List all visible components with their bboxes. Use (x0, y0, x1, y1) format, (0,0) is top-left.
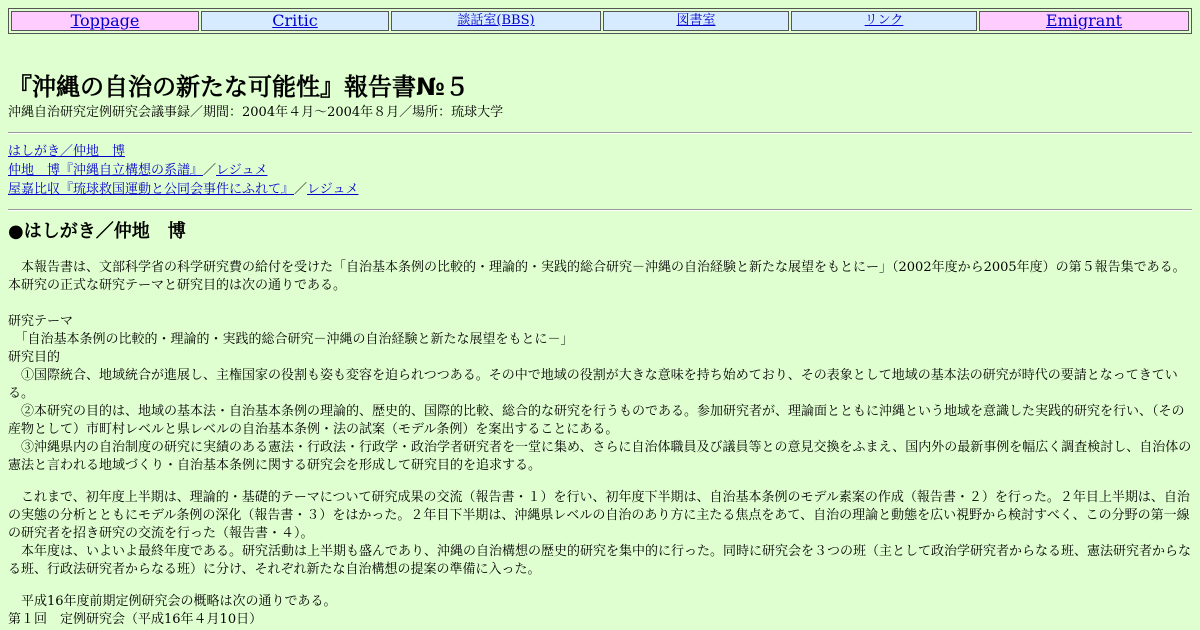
toc-row-3 (8, 180, 1192, 199)
section-heading: ●はしがき／仲地 博 (8, 221, 186, 242)
toc-link-yakabi-resume[interactable]: レジュメ (307, 182, 359, 197)
purpose-item-3: ③沖縄県内の自治制度の研究に実績のある憲法・行政法・行政学・政治学者研究者を一堂に集め、さらに自治体職員及び議員等との意見交換をふまえ、国内外の最新事例を幅広く調査検討し、自治体の憲法と言われる地域づくり・自治基本条例に関する研究会を形成して研究目的を追求する。 (8, 440, 1192, 473)
toc-row-1 (8, 142, 1192, 161)
nav-cell-toppage (11, 11, 199, 31)
theme-text: 「自治基本条例の比較的・理論的・実践的総合研究－沖縄の自治経験と新たな展望をもとに－」 (8, 332, 574, 347)
nav-cell-emigrant (979, 11, 1189, 31)
top-nav (8, 8, 1192, 34)
nav-link-library[interactable]: 図書室 (676, 13, 716, 28)
nav-cell-links (791, 11, 977, 31)
nav-cell-critic (201, 11, 389, 31)
purpose-item-2: ②本研究の目的は、地域の基本法・自治基本条例の理論的、歴史的、国際的比較、総合的な研究を行うものである。参加研究者が、理論面とともに沖縄という地域を意識した実践的研究を行い、（その産物として）市町村レベルと県レベルの自治基本条例・法の試案（モデル条例）を案出することにある。 (8, 404, 1185, 437)
history-paragraph: これまで、初年度上半期は、理論的・基礎的テーマについて研究成果の交流（報告書・１）を行い、初年度下半期は、自治基本条例のモデル素案の作成（報告書・２）を行った。２年目上半期は、自治の実態の分析とともにモデル条例の深化（報告書・３）をはかった。２年目下半期は、沖縄県レベルの自治のあり方に主たる焦点をあて、自治の理論と動態を広い視野から検討すべく、この分野の第一線の研究者を招き研究の交流を行った（報告書・４）。 (8, 490, 1190, 541)
nav-cell-library (603, 11, 789, 31)
nav-link-toppage[interactable]: Toppage (70, 11, 140, 30)
current-year-paragraph: 本年度は、いよいよ最終年度である。研究活動は上半期も盛んであり、沖縄の自治構想の歴史的研究を集中的に行った。同時に研究会を３つの班（主として政治学研究者からなる班、憲法研究者からなる班、行政法研究者からなる班）に分け、それぞれ新たな自治構想の提案の準備に入った。 (8, 544, 1192, 577)
divider-top (8, 132, 1192, 134)
page-subtitle: 沖縄自治研究定例研究会議事録／期間：2004年４月～2004年８月／場所：琉球大学 (8, 105, 504, 120)
toc-link-yakabi[interactable]: 屋嘉比収『琉球救国運動と公同会事件にふれて』 (8, 182, 295, 197)
divider-bottom (8, 209, 1192, 211)
table-of-contents (8, 142, 1192, 199)
toc-link-preface[interactable]: はしがき／仲地 博 (8, 144, 126, 159)
purpose-label: 研究目的 (8, 350, 61, 365)
nav-cell-bbs (391, 11, 601, 31)
nav-link-critic[interactable]: Critic (272, 11, 318, 30)
nav-link-emigrant[interactable]: Emigrant (1045, 11, 1123, 30)
purpose-item-1: ①国際統合、地域統合が進展し、主権国家の役割も姿も変容を迫られつつある。その中で地域の役割が大きな意味を持ち始めており、その表象として地域の基本法の研究が時代の要請となってきている。 (8, 368, 1178, 401)
toc-separator: ／ (294, 182, 308, 197)
meeting-1-heading: 第１回 定例研究会（平成16年４月10日） (8, 612, 263, 627)
toc-link-nakachi[interactable]: 仲地 博『沖縄自立構想の系譜』 (8, 163, 204, 178)
toc-link-nakachi-resume[interactable]: レジュメ (216, 163, 268, 178)
nav-link-links[interactable]: リンク (864, 13, 904, 28)
nav-link-bbs[interactable]: 談話室(BBS) (457, 13, 535, 28)
toc-row-2 (8, 161, 1192, 180)
summary-intro: 平成16年度前期定例研究会の概略は次の通りである。 (8, 594, 337, 609)
theme-label: 研究テーマ (8, 314, 74, 329)
toc-separator: ／ (203, 163, 217, 178)
page-title: 『沖縄の自治の新たな可能性』報告書№５ (8, 73, 469, 101)
intro-paragraph: 本報告書は、文部科学省の科学研究費の給付を受けた「自治基本条例の比較的・理論的・実践的総合研究－沖縄の自治経験と新たな展望をもとにー」（2002年度から2005年度）の第５報告集である。本研究の正式な研究テーマと研究目的は次の通りである。 (8, 260, 1186, 293)
